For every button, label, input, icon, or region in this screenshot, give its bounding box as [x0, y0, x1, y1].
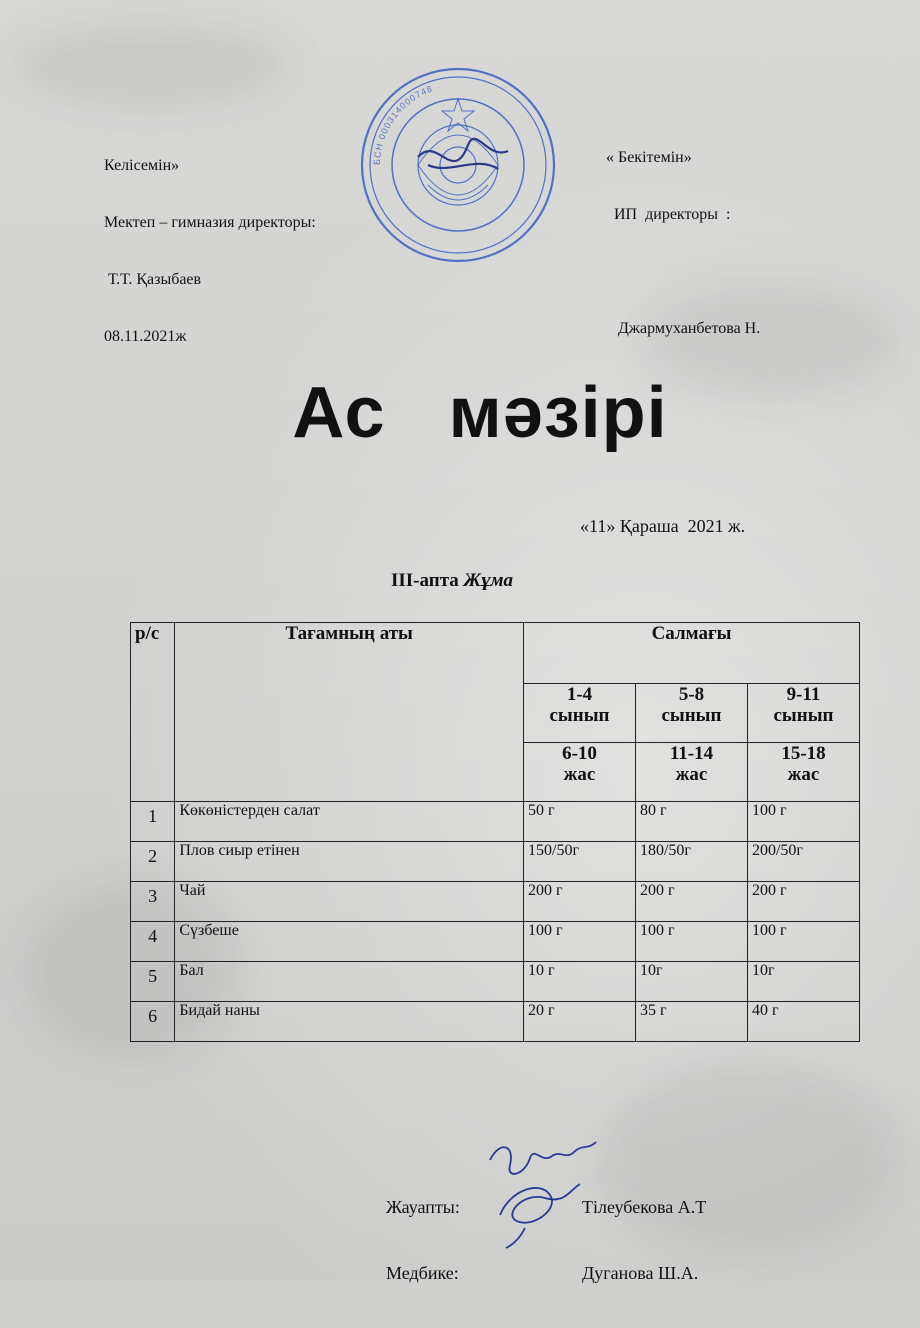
dish-name: Чай [175, 882, 524, 922]
col-header-name: Тағамның аты [175, 623, 524, 802]
stamp-ring-text: БСН 000314000748 [371, 83, 435, 166]
weight-cell: 10 г [524, 962, 636, 1002]
weight-cell: 100 г [747, 922, 859, 962]
dish-name: Сүзбеше [175, 922, 524, 962]
menu-table [130, 622, 860, 1042]
approval-right-line1: « Бекітемін» [606, 149, 692, 166]
approval-left-line3: Т.Т. Қазыбаев [104, 271, 202, 288]
row-num: 2 [131, 842, 175, 882]
weight-cell: 200/50г [747, 842, 859, 882]
row-num: 3 [131, 882, 175, 922]
approval-right-line2: ИП директоры : [606, 206, 731, 223]
signatory-labels [386, 1152, 460, 1328]
table-row [131, 842, 860, 882]
approval-left-line1: Келісемін» [104, 157, 180, 174]
grade-header: 1-4 сынып [524, 684, 636, 743]
weight-cell: 40 г [747, 1002, 859, 1042]
row-num: 5 [131, 962, 175, 1002]
weight-cell: 80 г [635, 802, 747, 842]
weight-cell: 150/50г [524, 842, 636, 882]
grade-header: 5-8 сынып [635, 684, 747, 743]
responsible-label: Жауапты: [386, 1197, 460, 1217]
weight-cell: 35 г [635, 1002, 747, 1042]
nurse-label: Медбике: [386, 1263, 459, 1283]
row-num: 6 [131, 1002, 175, 1042]
approval-left-line4: 08.11.2021ж [104, 328, 187, 345]
approval-left-line2: Мектеп – гимназия директоры: [104, 214, 316, 231]
table-row [131, 922, 860, 962]
approval-right-line3: Джармуханбетова Н. [606, 320, 761, 337]
official-stamp [358, 65, 558, 265]
week-label: III-апта [391, 570, 459, 591]
weight-cell: 10г [635, 962, 747, 1002]
col-header-num: р/с [131, 623, 175, 802]
table-row [131, 802, 860, 842]
paper-smudge [10, 20, 290, 110]
row-num: 1 [131, 802, 175, 842]
age-header: 15-18 жас [747, 743, 859, 802]
age-header: 6-10 жас [524, 743, 636, 802]
col-header-weight: Салмағы [524, 623, 860, 684]
table-row [131, 1002, 860, 1042]
row-num: 4 [131, 922, 175, 962]
weight-cell: 200 г [747, 882, 859, 922]
dish-name: Плов сиыр етінен [175, 842, 524, 882]
signatory-names [582, 1152, 706, 1328]
weight-cell: 10г [747, 962, 859, 1002]
dish-name: Бидай наны [175, 1002, 524, 1042]
weight-cell: 50 г [524, 802, 636, 842]
dish-name: Көкөністерден салат [175, 802, 524, 842]
approval-block-right [606, 110, 760, 376]
dish-name: Бал [175, 962, 524, 1002]
age-header: 11-14 жас [635, 743, 747, 802]
page-title: Ас мәзірі [292, 373, 668, 453]
weight-cell: 100 г [635, 922, 747, 962]
table-row [131, 882, 860, 922]
week-heading [391, 570, 513, 592]
responsible-name: Тілеубекова А.Т [582, 1197, 707, 1217]
weight-cell: 180/50г [635, 842, 747, 882]
approval-block-left [104, 118, 316, 384]
menu-date: «11» Қараша 2021 ж. [580, 516, 746, 536]
weight-cell: 100 г [524, 922, 636, 962]
table-row [131, 962, 860, 1002]
director-signature [418, 139, 508, 169]
week-day: Жұма [463, 570, 513, 591]
weight-cell: 200 г [524, 882, 636, 922]
grade-header: 9-11 сынып [747, 684, 859, 743]
nurse-name: Дуганова Ш.А. [582, 1263, 699, 1283]
weight-cell: 200 г [635, 882, 747, 922]
weight-cell: 20 г [524, 1002, 636, 1042]
weight-cell: 100 г [747, 802, 859, 842]
